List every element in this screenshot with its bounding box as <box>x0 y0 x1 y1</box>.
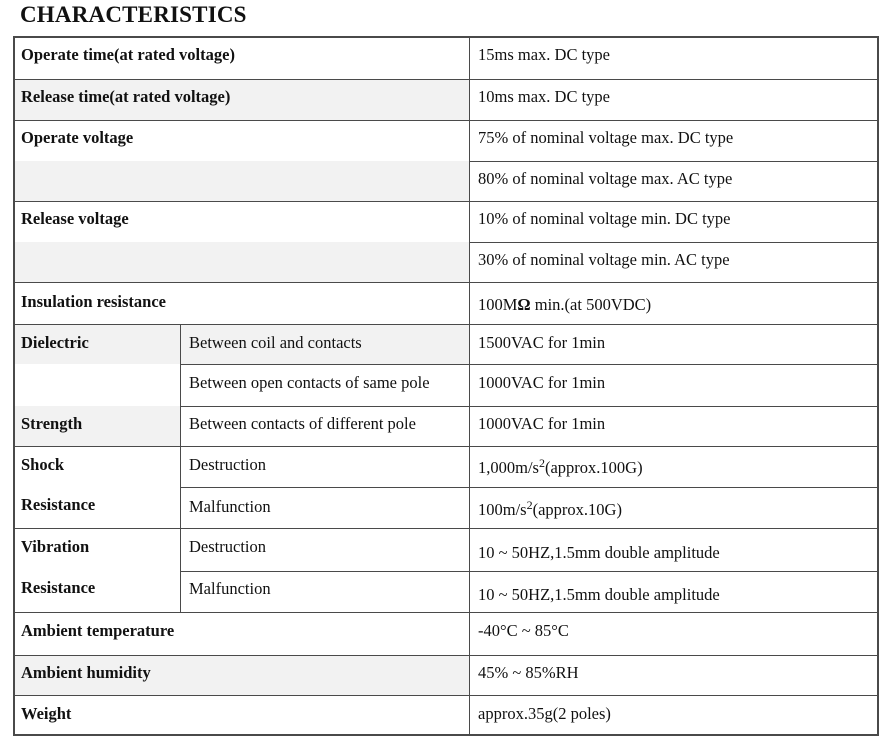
vibration-condition: Destruction <box>189 537 266 556</box>
shock-resistance-label: Resistance <box>21 495 96 514</box>
vibration-value: 10 ~ 50HZ,1.5mm double amplitude <box>478 585 720 604</box>
insulation-resistance-value <box>478 295 651 315</box>
vibration-label: Vibration <box>21 537 90 556</box>
row-divider <box>13 201 879 202</box>
operate-time-label: Operate time(at rated voltage) <box>21 45 235 64</box>
row-divider <box>13 695 879 696</box>
operate-voltage-label: Operate voltage <box>21 128 134 147</box>
dielectric-condition: Between coil and contacts <box>189 333 362 352</box>
dielectric-value: 1500VAC for 1min <box>478 333 606 352</box>
shock-value <box>478 458 643 478</box>
operate-voltage-dc-value: 75% of nominal voltage max. DC type <box>478 128 734 147</box>
row-shade <box>13 242 469 282</box>
table-border-right <box>877 36 879 736</box>
ambient-temperature-label: Ambient temperature <box>21 621 175 640</box>
dielectric-label: Dielectric <box>21 333 89 352</box>
row-divider <box>470 242 879 243</box>
release-voltage-label: Release voltage <box>21 209 129 228</box>
release-voltage-ac-value: 30% of nominal voltage min. AC type <box>478 250 730 269</box>
insulation-resistance-label: Insulation resistance <box>21 292 167 311</box>
shock-exponent: 2 <box>538 456 545 470</box>
weight-value: approx.35g(2 poles) <box>478 704 611 723</box>
shock-value-prefix: 100m/s <box>478 500 527 519</box>
release-time-value: 10ms max. DC type <box>478 87 610 106</box>
table-border-left <box>13 36 15 736</box>
dielectric-condition: Between contacts of different pole <box>189 414 416 433</box>
release-voltage-dc-value: 10% of nominal voltage min. DC type <box>478 209 731 228</box>
shock-condition: Malfunction <box>189 497 271 516</box>
ambient-humidity-label: Ambient humidity <box>21 663 151 682</box>
insulation-value-prefix: 100M <box>478 295 518 314</box>
row-divider <box>13 324 879 325</box>
table-border-top <box>13 36 879 38</box>
weight-label: Weight <box>21 704 72 723</box>
release-time-label: Release time(at rated voltage) <box>21 87 231 106</box>
shock-label: Shock <box>21 455 65 474</box>
row-divider <box>13 612 879 613</box>
row-divider <box>13 79 879 80</box>
ohm-symbol: Ω <box>517 295 531 314</box>
dielectric-value: 1000VAC for 1min <box>478 373 606 392</box>
insulation-value-suffix: min.(at 500VDC) <box>530 295 652 314</box>
shock-condition: Destruction <box>189 455 266 474</box>
row-divider <box>13 446 879 447</box>
shock-value <box>478 500 622 520</box>
shock-value-suffix: (approx.10G) <box>532 500 622 519</box>
ambient-temperature-value: -40°C ~ 85°C <box>478 621 569 640</box>
row-divider <box>181 406 879 407</box>
shock-value-prefix: 1,000m/s <box>478 458 539 477</box>
dielectric-value: 1000VAC for 1min <box>478 414 606 433</box>
row-divider <box>13 282 879 283</box>
dielectric-strength-label: Strength <box>21 414 83 433</box>
row-divider <box>181 364 879 365</box>
column-divider <box>180 324 181 612</box>
vibration-value: 10 ~ 50HZ,1.5mm double amplitude <box>478 543 720 562</box>
table-border-bottom <box>13 734 879 736</box>
shock-exponent: 2 <box>526 498 533 512</box>
column-divider <box>469 36 470 736</box>
row-divider <box>181 487 879 488</box>
row-divider <box>13 120 879 121</box>
vibration-resistance-label: Resistance <box>21 578 96 597</box>
ambient-humidity-value: 45% ~ 85%RH <box>478 663 579 682</box>
row-divider <box>13 528 879 529</box>
vibration-condition: Malfunction <box>189 579 271 598</box>
dielectric-condition: Between open contacts of same pole <box>189 373 430 392</box>
row-divider <box>181 571 879 572</box>
row-divider <box>13 655 879 656</box>
operate-voltage-ac-value: 80% of nominal voltage max. AC type <box>478 169 733 188</box>
page-title: CHARACTERISTICS <box>20 2 247 27</box>
shock-value-suffix: (approx.100G) <box>544 458 643 477</box>
operate-time-value: 15ms max. DC type <box>478 45 610 64</box>
row-divider <box>470 161 879 162</box>
characteristics-table <box>13 36 879 736</box>
row-shade <box>13 161 469 201</box>
